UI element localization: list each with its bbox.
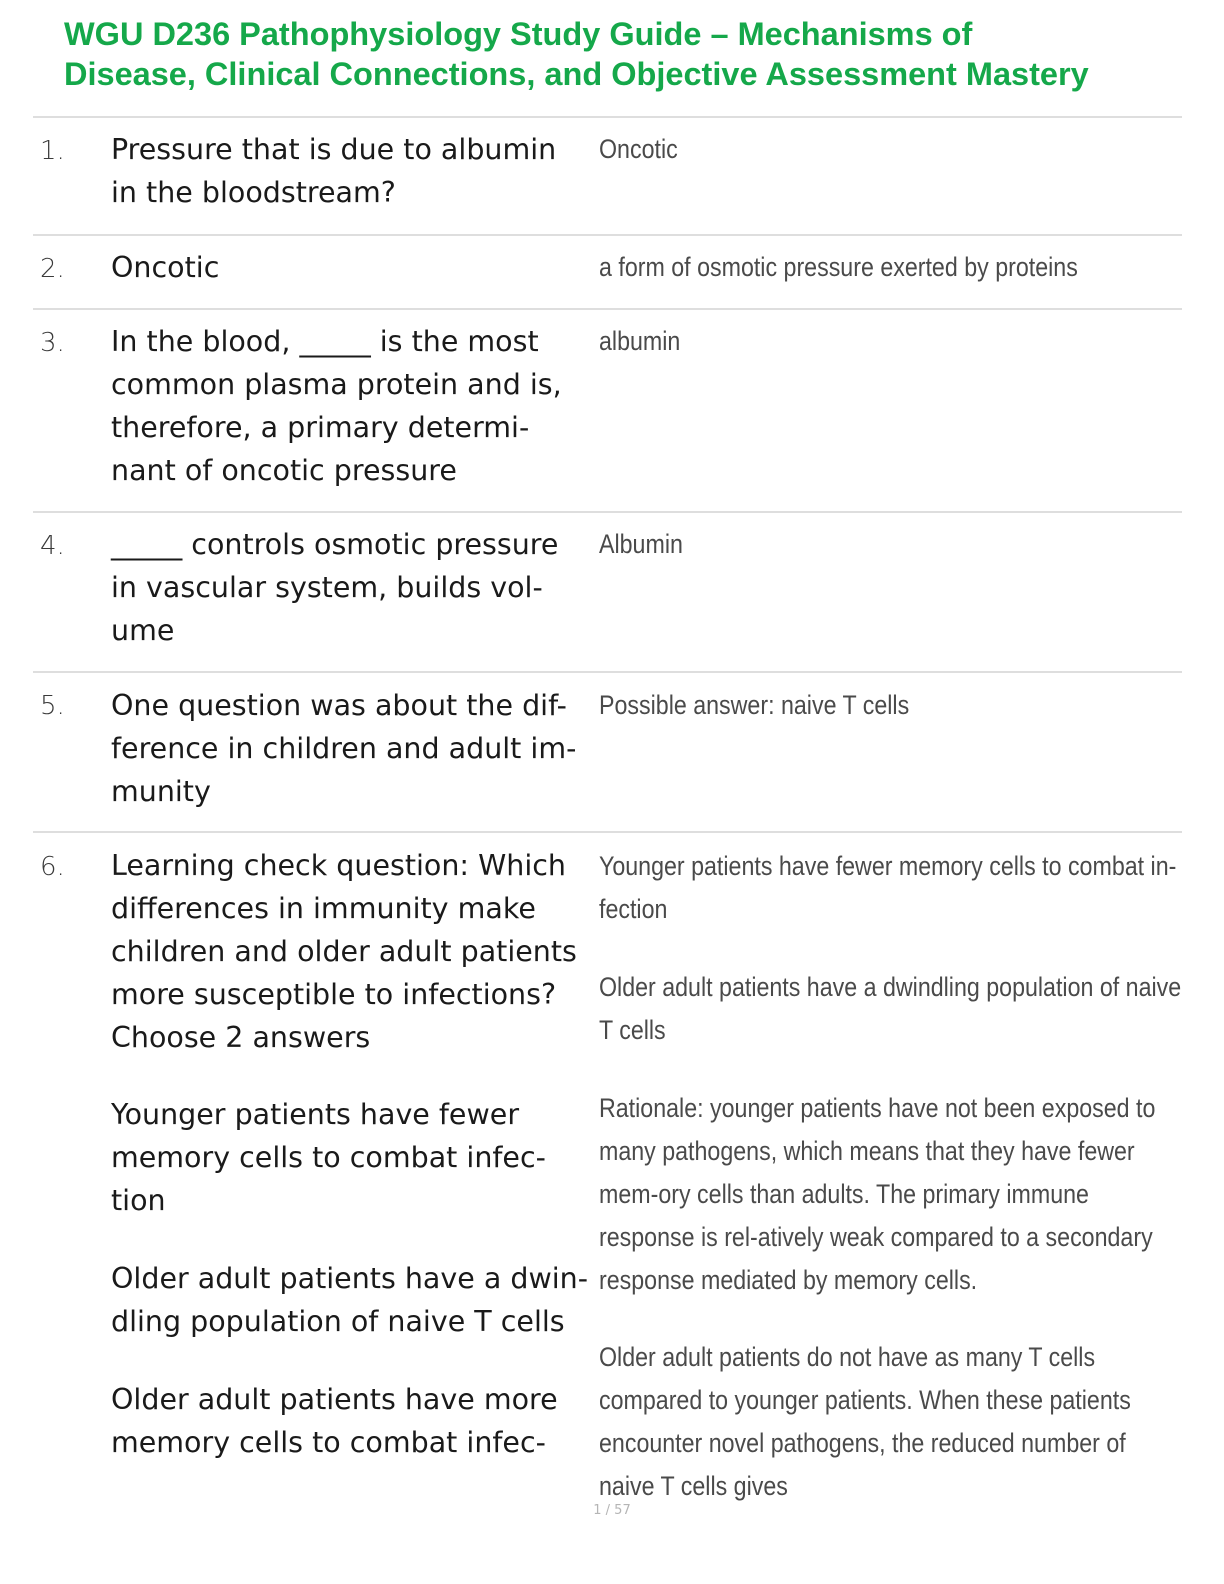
divider: [33, 116, 1182, 118]
document-title: [64, 14, 1204, 94]
question-text: Pressure that is due to albumin in the bloodstream?: [111, 133, 557, 209]
question-text: In the blood, _____ is the most common plasma protein and is, therefore, a primary determi-nant of oncotic pressure: [111, 325, 562, 487]
item-number: 6.: [40, 852, 65, 882]
rationale-text-2: Older adult patients do not have as many T cells compared to younger patients. When these patients encounter novel pathogens, the reduced number of naive T cells gives: [599, 1342, 1131, 1501]
item-number: 3.: [40, 328, 65, 358]
page-number: 1 / 57: [593, 1503, 631, 1518]
divider: [33, 234, 1182, 236]
item-number: 5.: [40, 691, 65, 721]
answer-text: Albumin: [599, 529, 683, 559]
question-text: Learning check question: Which differences in immunity make children and older adult patients more susceptible to infections? Choose 2 answers: [111, 849, 577, 1054]
item-number: 1.: [40, 136, 65, 166]
question-text: _____ controls osmotic pressure in vascular system, builds vol-ume: [111, 528, 559, 647]
item-number: 4.: [40, 531, 65, 561]
answer-option-1: Younger patients have fewer memory cells to combat infec-tion: [111, 1098, 546, 1217]
answer-option-2: Older adult patients have a dwin-dling population of naive T cells: [111, 1262, 589, 1338]
divider: [33, 831, 1182, 833]
answer-option-3: Older adult patients have more memory cells to combat infec-: [111, 1383, 558, 1459]
title-line-2: Disease, Clinical Connections, and Objective Assessment Mastery: [64, 56, 1089, 92]
divider: [33, 511, 1182, 513]
divider: [33, 308, 1182, 310]
answer-text: albumin: [599, 326, 681, 356]
question-text: Oncotic: [111, 251, 220, 284]
rationale-text: Rationale: younger patients have not been exposed to many pathogens, which means that they have fewer mem-ory cells than adults. The primary immune response is rel-atively weak compared to a secondary response mediated by memory cells.: [599, 1093, 1156, 1295]
answer-text: Oncotic: [599, 134, 678, 164]
answer-text: Possible answer: naive T cells: [599, 690, 910, 720]
correct-answer-2: Older adult patients have a dwindling population of naive T cells: [599, 972, 1182, 1045]
correct-answer-1: Younger patients have fewer memory cells to combat in-fection: [599, 851, 1177, 924]
divider: [33, 671, 1182, 673]
title-line-1: WGU D236 Pathophysiology Study Guide – Mechanisms of: [64, 16, 973, 52]
item-number: 2.: [40, 254, 65, 284]
answer-text: a form of osmotic pressure exerted by proteins: [599, 252, 1078, 282]
question-text: One question was about the dif-ference in children and adult im-munity: [111, 689, 577, 808]
